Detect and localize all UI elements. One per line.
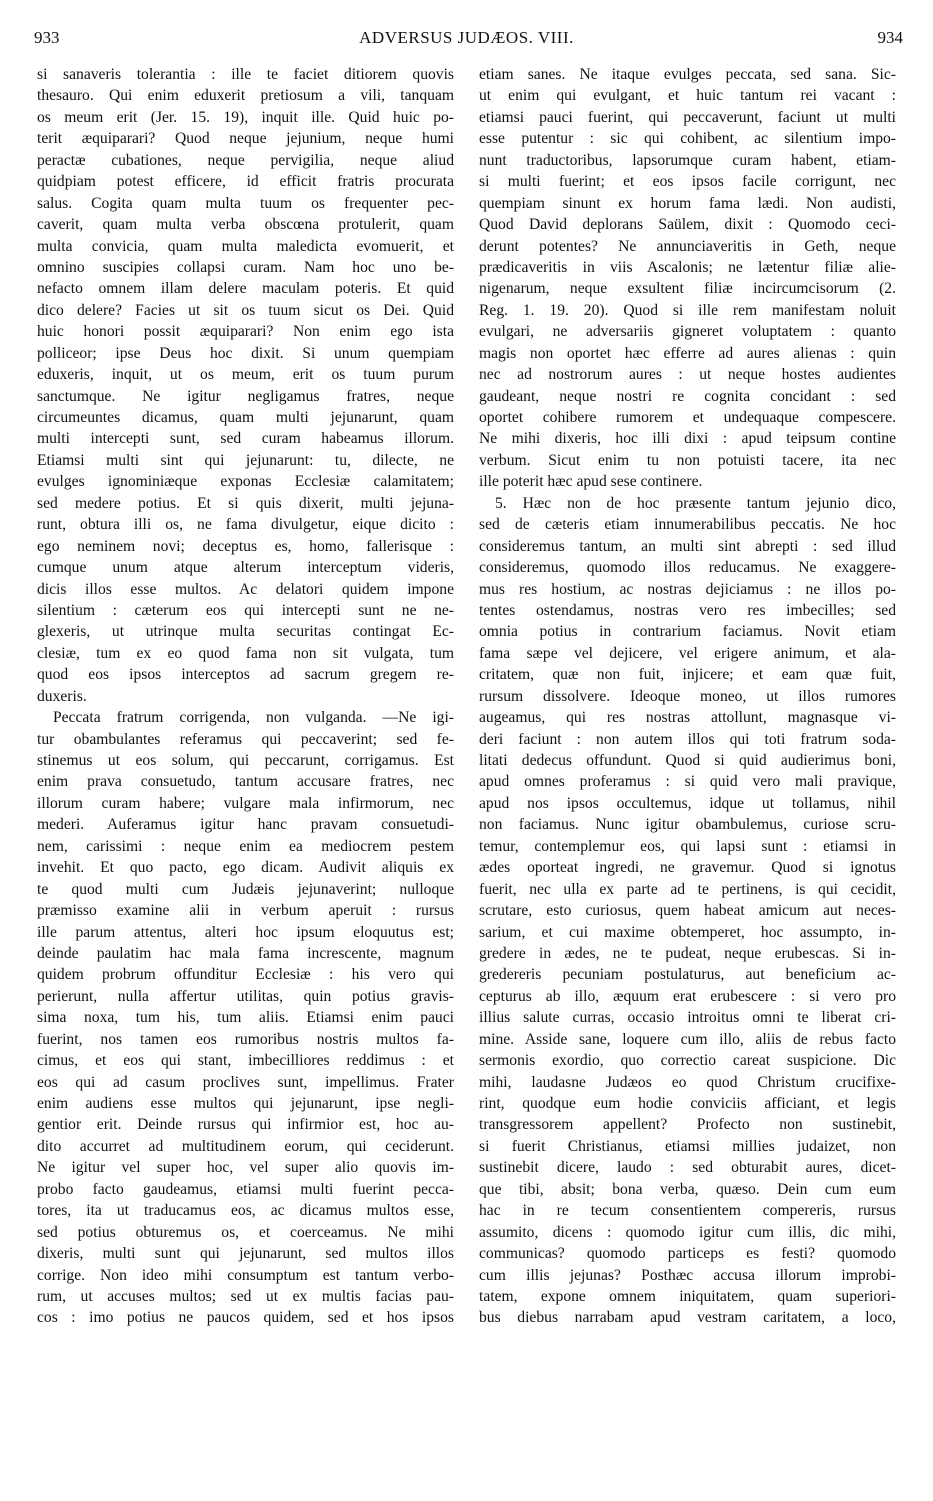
text-line: consideremus, quomodo illos reducamus. Ne exaggere- (479, 559, 896, 577)
text-line: non faciamus. Nunc igitur obambulemus, curiose scru- (479, 816, 896, 834)
text-line: sed potius obturemus os, et coerceamus. Ne mihi (37, 1223, 454, 1241)
text-line: 5. Hæc non de hoc præsente tantum jejunio dico, (495, 494, 896, 512)
text-line: silentium : cæterum eos qui intercepti sunt ne ne- (37, 601, 454, 619)
text-line: nem, carissimi : neque enim ea mediocrem pestem (37, 837, 454, 855)
text-line: si multi fuerint; et eos ipsos facile corrigunt, nec (479, 173, 896, 191)
text-line: Ne mihi dixeris, hoc illi dixi : apud teipsum contine (479, 430, 896, 448)
text-line: critatem, quæ non fuit, injicere; et eam quæ fuit, (479, 666, 896, 684)
text-line: quod eos ipsos interceptos ad sacrum gregem re- (37, 666, 454, 684)
text-line: quidpiam potest efficere, id efficit fratris procurata (37, 173, 454, 191)
text-line: tur obambulantes referamus qui peccaverint; sed fe- (37, 730, 454, 748)
text-line: consideremus tantum, an multi sint abrepti : sed illud (479, 537, 896, 555)
text-line: multi intercepti sunt, sed curam habeamus illorum. (37, 430, 454, 448)
text-line: ædes oporteat ingredi, ne gravemur. Quod si ignotus (479, 859, 896, 877)
text-line: que tibi, absit; bona verba, quæso. Dein cum eum (479, 1180, 896, 1198)
text-line: probo facto gaudeamus, etiamsi multi fuerint pecca- (37, 1180, 454, 1198)
text-line: transgressorem appellent? Profecto non sustinebit, (479, 1116, 896, 1134)
text-line: thesauro. Qui enim eduxerit pretiosum a vili, tanquam (37, 87, 454, 105)
text-line: prædicaveritis in viis Ascalonis; ne lætentur filiæ alie- (479, 258, 896, 276)
page-number-left: 933 (34, 28, 60, 47)
text-line: cumque unum atque alterum interceptum videris, (37, 559, 454, 577)
text-line: sanctumque. Ne igitur negligamus fratres, neque (37, 387, 454, 405)
text-line: oportet cohibere rumorem et undequaque compescere. (479, 409, 896, 426)
text-line: omnino suscipies collapsi curam. Nam hoc uno be- (37, 258, 454, 276)
text-line: Ne igitur vel super hoc, vel super alio quovis im- (37, 1159, 454, 1177)
text-line: Reg. 1. 19. 20). Quod si ille rem manifestam noluit (479, 301, 896, 319)
text-line: mus res hostium, ac nostras dejiciamus : ne illos po- (479, 580, 896, 598)
text-line: ille parum attentus, alteri hoc ipsum eloquutus est; (37, 923, 454, 941)
text-line: nefacto omnem illam delere maculam poteris. Et quid (37, 280, 454, 298)
text-line: multa convicia, quam multa maledicta evomuerit, et (37, 237, 454, 255)
text-line: rursum dissolvere. Ideoque moneo, ut illos rumores (479, 687, 896, 705)
text-line: si sanaveris tolerantia : ille te faciet ditiorem quovis (37, 66, 454, 83)
text-line: cimus, et eos qui stant, imbecilliores reddimus : et (37, 1052, 454, 1070)
text-line: temur, contemplemur eos, qui lapsi sunt : etiamsi in (479, 837, 896, 855)
text-line: gaudeant, neque nostri re cognita concidant : sed (479, 387, 896, 405)
text-line: si fuerit Christianus, etiamsi millies judaizet, non (479, 1137, 896, 1155)
text-line: etiamsi pauci fuerint, qui peccaverunt, faciunt ut multi (479, 108, 896, 126)
text-line: quempiam sinunt ex horum fama lædi. Non audisti, (479, 194, 896, 212)
text-line: apud nos ipsos occultemus, idque ut tollamus, nihil (479, 794, 896, 812)
text-line: derunt potentes? Ne annunciaveritis in Geth, neque (479, 237, 896, 255)
text-line: clesiæ, tum ex eo quod fama non sit vulgata, tum (37, 644, 454, 662)
text-line: salus. Cogita quam multa tuum os frequenter pec- (37, 194, 454, 212)
text-line: sarium, et cui maxime obtemperet, hoc assumpto, in- (479, 923, 896, 941)
text-line: peractæ cubationes, neque pervigilia, neque aliud (37, 151, 454, 169)
text-line: Etiamsi multi sint qui jejunarunt: tu, dilecte, ne (37, 451, 454, 469)
text-line: te quod multi cum Judæis jejunaverint; nulloque (37, 880, 454, 898)
text-line: sed de cæteris etiam innumerabilibus peccatis. Ne hoc (479, 516, 896, 534)
text-line: rum, ut accuses multos; sed ut ex multis facias pau- (37, 1287, 454, 1305)
text-line: assumito, dicens : quomodo igitur cum illis, dic mihi, (479, 1223, 896, 1241)
text-line: omnia potius in contrarium faciamus. Novit etiam (479, 623, 896, 641)
text-line: sustinebit dicere, laudo : sed obturabit aures, dicet- (479, 1159, 896, 1177)
text-line: verbum. Sicut enim tu non potuisti tacere, ita nec (479, 451, 896, 469)
text-line: gentior erit. Deinde rursus qui infirmior est, hoc au- (37, 1116, 454, 1134)
text-line: sermonis exordio, quo correctio careat suspicione. Dic (479, 1052, 896, 1070)
text-line: stinemus ut eos solum, qui peccarunt, corrigamus. Est (37, 752, 454, 769)
text-line: dixeris, multi sunt qui jejunarunt, sed multos illos (37, 1245, 454, 1263)
text-line: glexeris, ut utrinque multa securitas contingat Ec- (37, 623, 454, 641)
text-line: eos qui ad casum proclives sunt, impellimus. Frater (37, 1073, 454, 1091)
text-line: terit æquiparari? Quod neque jejunium, neque humi (37, 130, 454, 148)
running-title: ADVERSUS JUDÆOS. VIII. (359, 28, 574, 47)
text-line: duxeris. (37, 687, 87, 705)
text-line: fuerit, nec ulla ex parte ad te pertinens, is qui cecidit, (479, 880, 896, 898)
text-line: sed medere potius. Et si quis dixerit, multi jejuna- (37, 494, 454, 512)
text-line: fama sæpe vel dejicere, vel erigere animum, et ala- (479, 644, 896, 662)
text-line: enim audiens esse multos qui jejunarunt, ipse negli- (37, 1095, 454, 1112)
text-line: hac in re tecum consentientem compereris, rursus (479, 1202, 896, 1220)
text-line: runt, obtura illi os, ne fama divulgetur, eique dicito : (37, 516, 454, 534)
text-line: nunt traductoribus, lapsorumque curam habent, etiam- (479, 151, 896, 169)
text-line: gredere in ædes, ne te pudeat, neque erubescas. Si in- (479, 944, 896, 962)
text-line: caverit, quam multa verba obscœna protulerit, quam (37, 216, 454, 234)
text-line: circumeuntes dicamus, quam multi jejunarunt, quam (37, 409, 454, 426)
text-line: cum illis jejunas? Posthæc accusa illorum improbi- (479, 1266, 896, 1284)
text-line: etiam sanes. Ne itaque evulges peccata, sed sana. Sic- (479, 66, 896, 83)
text-line: mihi, laudasne Judæos eo quod Christum crucifixe- (479, 1073, 896, 1091)
text-line: apud omnes proferamus : si quid vero mali pravique, (479, 773, 896, 791)
text-line: quidem probrum offunditur Ecclesiæ : his vero qui (37, 966, 454, 984)
text-line: cepturus ab illo, æquum erat erubescere : si vero pro (479, 987, 896, 1005)
text-line: sima noxa, tum his, tum aliis. Etiamsi enim pauci (37, 1009, 454, 1027)
text-line: corrige. Non ideo mihi consumptum est tantum verbo- (37, 1266, 454, 1284)
text-line: eduxeris, inquit, ut os meum, erit os tuum purum (37, 366, 454, 384)
text-line: rint, quodque eum hodie conviciis afficiant, et legis (479, 1095, 896, 1112)
text-line: perierunt, nulla affertur utilitas, quin potius gravis- (37, 987, 454, 1005)
text-line: tatem, expone omnem iniquitatem, quam superiori- (479, 1287, 896, 1305)
text-line: huic honori possit æquiparari? Non enim ego ista (37, 323, 454, 341)
text-line: invehit. Et quo pacto, ego dicam. Audivit aliquis ex (37, 859, 454, 877)
text-line: os meum erit (Jer. 15. 19), inquit ille. Quid huic po- (37, 108, 454, 126)
text-line: ut enim qui evulgant, et huic tantum rei vacant : (479, 87, 896, 105)
text-line: polliceor; ipse Deus hoc dixit. Si unum quempiam (37, 344, 454, 362)
text-line: tentes ostendamus, nostras vero res imbecilles; sed (479, 601, 896, 619)
text-line: illorum curam habere; vulgare mala infirmorum, nec (37, 794, 454, 812)
text-line: communicas? quomodo particeps es festi? quomodo (479, 1245, 896, 1263)
text-line: augeamus, qui res nostras attollunt, magnasque vi- (479, 709, 896, 727)
text-line: nigenarum, neque exsultent filiæ incircumcisorum (2. (479, 280, 896, 298)
text-line: tores, ita ut traducamus eos, ac dicamus multos esse, (37, 1202, 454, 1220)
left-column (37, 64, 454, 1329)
text-line: ille poterit hæc apud sese continere. (479, 473, 703, 491)
text-line: fuerint, nos tamen eos rumoribus nostris multos fa- (37, 1030, 454, 1048)
text-line: dicis illos esse multos. Ac delatori quidem impone (37, 580, 454, 598)
text-line: Quod David deplorans Saülem, dixit : Quomodo ceci- (479, 216, 896, 234)
text-line: enim prava consuetudo, tantum accusare fratres, nec (37, 773, 454, 791)
text-line: deri faciunt : non autem illos qui toti fratrum soda- (479, 730, 896, 748)
text-line: mederi. Auferamus igitur hanc pravam consuetudi- (37, 816, 454, 834)
right-column (479, 64, 896, 1329)
text-line: præmisso examine alii in verbum aperuit : rursus (37, 902, 454, 920)
text-line: Peccata fratrum corrigenda, non vulganda. —Ne igi- (53, 709, 454, 727)
page-number-right: 934 (877, 28, 903, 47)
text-line: magis non oportet hæc efferre ad aures alienas : quin (479, 344, 896, 362)
text-line: nec ad nostrorum aures : ut neque hostes audientes (479, 366, 896, 384)
text-line: bus diebus narrabam apud vestram caritatem, a loco, (479, 1309, 896, 1327)
text-line: ego neminem novi; deceptus es, homo, fallerisque : (37, 537, 454, 555)
text-line: evulgari, ne adversariis gigneret voluptatem : quanto (479, 323, 896, 341)
text-line: mine. Asside sane, loquere cum illo, aliis de rebus facto (479, 1030, 896, 1048)
text-line: evulges ignominiæque exponas Ecclesiæ calamitatem; (37, 473, 454, 491)
text-line: litati dedecus offundunt. Quod si quid audierimus boni, (479, 752, 896, 769)
text-line: dico delere? Facies ut sit os tuum sicut os Dei. Quid (37, 301, 454, 319)
text-line: esse putentur : sic qui cohibent, ac silentium impo- (479, 130, 896, 148)
text-line: gredereris pecuniam postulaturus, aut beneficium ac- (479, 966, 896, 984)
text-line: scrutare, esto curiosus, quem habeat amicum aut neces- (479, 902, 896, 920)
text-line: deinde paulatim hac mala fama increscente, magnum (37, 944, 454, 962)
text-line: illius salute curras, occasio introitus omni te liberat cri- (479, 1009, 896, 1027)
text-line: cos : imo potius ne paucos quidem, sed et hos ipsos (37, 1309, 454, 1327)
text-line: dito accurret ad multitudinem eorum, qui ceciderunt. (37, 1137, 454, 1155)
